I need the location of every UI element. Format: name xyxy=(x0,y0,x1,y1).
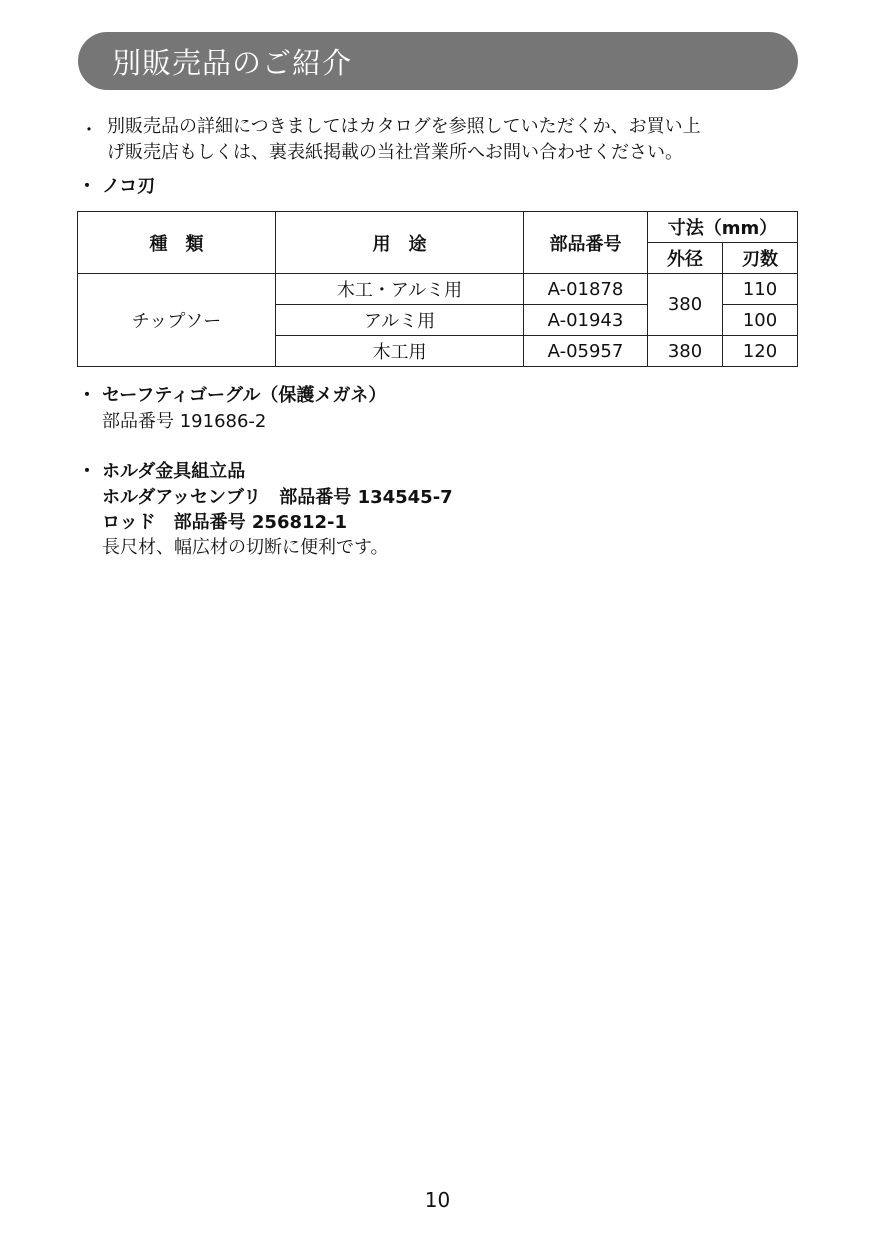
outer-diameter-cell: 380 xyxy=(648,274,723,336)
goggles-heading xyxy=(78,383,386,409)
table-row xyxy=(78,274,798,305)
intro-line-1: 別販売品の詳細につきましてはカタログを参照していただくか、お買い上 xyxy=(107,116,701,137)
goggles-heading-label: セーフティゴーグル（保護メガネ） xyxy=(102,385,387,406)
saw-blade-heading-label: ノコ刃 xyxy=(102,176,156,197)
bullet: ・ xyxy=(78,385,96,406)
type-cell: チップソー xyxy=(78,274,276,367)
part-no-cell: A-01878 xyxy=(524,274,648,305)
header-part-no: 部品番号 xyxy=(524,212,648,274)
intro-line-2: げ販売店もしくは、裏表紙掲載の当社営業所へお問い合わせください。 xyxy=(107,142,683,163)
use-cell: アルミ用 xyxy=(276,305,524,336)
header-type: 種 類 xyxy=(78,212,276,274)
bullet: ・ xyxy=(78,461,96,482)
part-no-cell: A-05957 xyxy=(524,336,648,367)
header-outer-diameter: 外径 xyxy=(648,243,723,274)
goggles-part-number: 部品番号 191686-2 xyxy=(102,411,267,432)
rod-part: ロッド 部品番号 256812-1 xyxy=(102,512,348,533)
saw-blade-heading xyxy=(78,174,155,200)
header-teeth: 刃数 xyxy=(723,243,798,274)
use-cell: 木工用 xyxy=(276,336,524,367)
teeth-cell: 100 xyxy=(723,305,798,336)
saw-blade-table xyxy=(77,211,798,367)
bullet: ・ xyxy=(78,176,96,197)
header-dimensions: 寸法（mm） xyxy=(648,212,798,243)
holder-assembly-part: ホルダアッセンブリ 部品番号 134545-7 xyxy=(102,487,453,508)
teeth-cell: 110 xyxy=(723,274,798,305)
title-banner xyxy=(78,32,798,90)
page-title: 別販売品のご紹介 xyxy=(112,46,353,80)
use-cell: 木工・アルミ用 xyxy=(276,274,524,305)
intro-bullet: ・ xyxy=(80,120,98,141)
page-number: 10 xyxy=(424,1188,451,1212)
holder-heading-label: ホルダ金具組立品 xyxy=(102,461,246,482)
holder-note: 長尺材、幅広材の切断に便利です。 xyxy=(102,537,389,558)
teeth-cell: 120 xyxy=(723,336,798,367)
header-use: 用 途 xyxy=(276,212,524,274)
intro-note xyxy=(107,114,807,166)
holder-heading xyxy=(78,459,245,485)
outer-diameter-cell: 380 xyxy=(648,336,723,367)
part-no-cell: A-01943 xyxy=(524,305,648,336)
